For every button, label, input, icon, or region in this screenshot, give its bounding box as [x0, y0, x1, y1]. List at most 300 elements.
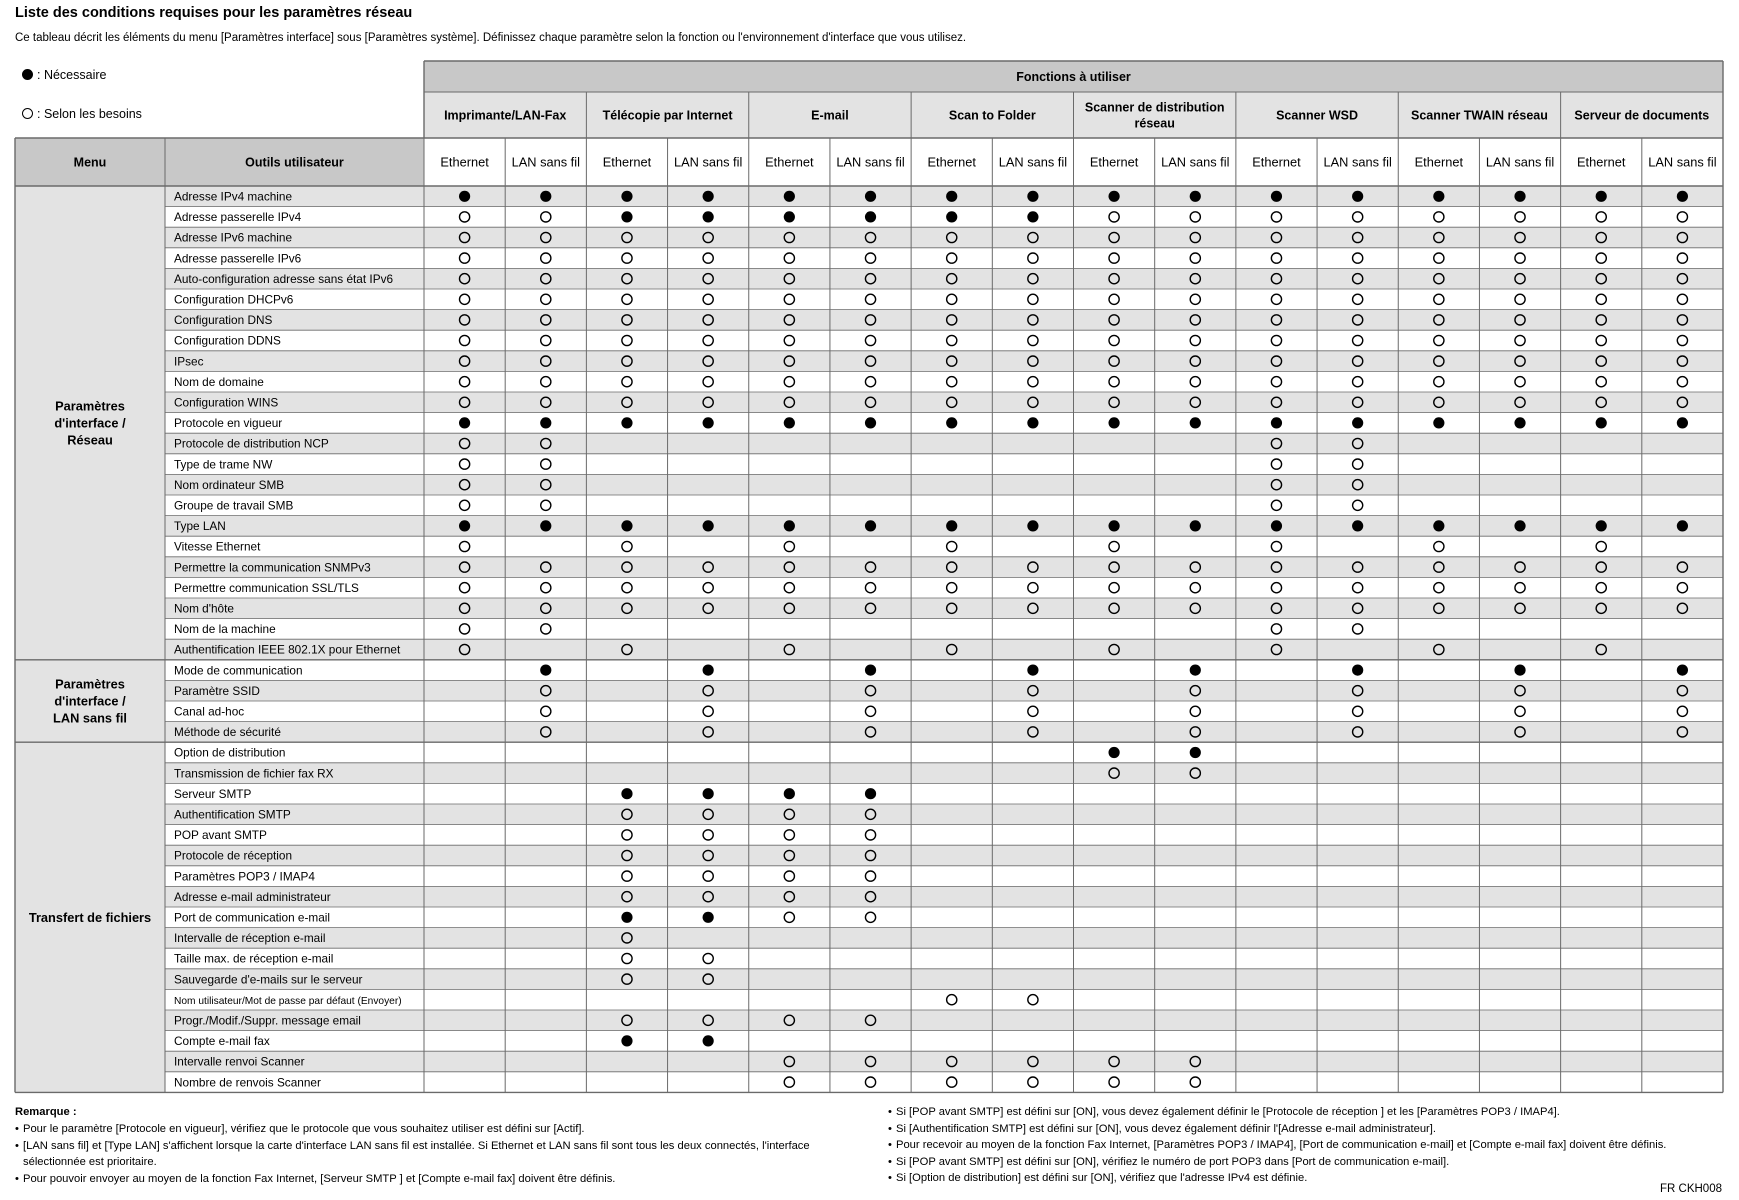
filled-circle-icon — [459, 417, 470, 428]
open-circle-icon — [1515, 377, 1525, 387]
open-circle-icon — [1677, 335, 1687, 345]
open-circle-icon — [459, 294, 469, 304]
filled-circle-icon — [784, 417, 795, 428]
open-circle-icon — [1596, 335, 1606, 345]
open-circle-icon — [1677, 377, 1687, 387]
open-circle-icon — [1271, 583, 1281, 593]
row-label: Nom d'hôte — [174, 601, 234, 616]
filled-circle-icon — [1433, 417, 1444, 428]
row-label: Nom de domaine — [174, 374, 264, 389]
open-circle-icon — [1190, 212, 1200, 222]
row-label: Adresse IPv6 machine — [174, 230, 293, 245]
open-circle-icon — [1434, 335, 1444, 345]
open-circle-icon — [1677, 212, 1687, 222]
open-circle-icon — [622, 294, 632, 304]
row-label: Compte e-mail fax — [174, 1034, 270, 1049]
row-label: Protocole de réception — [174, 848, 293, 863]
open-circle-icon — [947, 335, 957, 345]
open-circle-icon — [459, 500, 469, 510]
filled-circle-icon — [865, 417, 876, 428]
open-circle-icon — [1434, 541, 1444, 551]
interface-subheader: LAN sans fil — [998, 154, 1068, 170]
filled-circle-icon — [621, 417, 632, 428]
open-circle-icon — [1353, 335, 1363, 345]
open-circle-icon — [1190, 706, 1200, 716]
group-label: d'interface / — [54, 693, 126, 709]
open-circle-icon — [947, 294, 957, 304]
interface-subheader: LAN sans fil — [836, 154, 905, 170]
page-title: Liste des conditions requises pour les paramètres réseau — [15, 5, 413, 21]
open-circle-icon — [1028, 583, 1038, 593]
open-circle-icon — [1353, 253, 1363, 263]
function-header: réseau — [1134, 116, 1175, 131]
note-item: • Si [Option de distribution] est défini sur [ON], vérifiez que l'adresse IPv4 est définie. — [888, 1170, 1720, 1187]
filled-circle-icon — [1108, 520, 1119, 531]
filled-circle-icon — [1514, 665, 1525, 676]
row-label: Type de trame NW — [174, 457, 273, 472]
filled-circle-icon — [1027, 211, 1038, 222]
filled-circle-icon — [621, 520, 632, 531]
open-circle-icon — [1434, 294, 1444, 304]
note-item: • Si [Authentification SMTP] est défini sur [ON], vous devez également définir l'[Adresse e-mail administrateur]. — [888, 1121, 1720, 1138]
row-label: Intervalle renvoi Scanner — [174, 1054, 305, 1069]
interface-subheader: LAN sans fil — [1323, 154, 1392, 170]
group-label: Transfert de fichiers — [28, 909, 152, 925]
filled-circle-icon — [1027, 520, 1038, 531]
row-label: Adresse e-mail administrateur — [174, 889, 331, 904]
open-circle-icon — [1353, 459, 1363, 469]
open-circle-icon — [1434, 583, 1444, 593]
open-circle-icon — [784, 830, 794, 840]
function-header: Scanner TWAIN réseau — [1411, 108, 1548, 123]
open-circle-icon — [459, 212, 469, 222]
row-label: IPsec — [174, 354, 204, 369]
function-header: Scan to Folder — [948, 108, 1036, 123]
row-label: Permettre communication SSL/TLS — [174, 580, 359, 595]
filled-circle-icon — [1190, 747, 1201, 758]
open-circle-icon — [541, 377, 551, 387]
open-circle-icon — [947, 1077, 957, 1087]
interface-subheader: Ethernet — [440, 154, 489, 170]
open-circle-icon — [1190, 1077, 1200, 1087]
open-circle-icon — [1271, 294, 1281, 304]
open-circle-icon — [1677, 294, 1687, 304]
open-circle-icon — [459, 624, 469, 634]
filled-circle-icon — [784, 211, 795, 222]
open-circle-icon — [1515, 253, 1525, 263]
group-label: LAN sans fil — [53, 710, 127, 726]
filled-circle-icon — [1108, 417, 1119, 428]
row-label: Transmission de fichier fax RX — [174, 766, 334, 781]
row-label: Intervalle de réception e-mail — [174, 931, 326, 946]
filled-circle-icon — [621, 1035, 632, 1046]
open-circle-icon — [1271, 377, 1281, 387]
open-circle-icon — [1190, 253, 1200, 263]
open-circle-icon — [865, 706, 875, 716]
open-circle-icon — [1515, 212, 1525, 222]
row-label: Adresse IPv4 machine — [174, 189, 293, 204]
open-circle-icon — [784, 871, 794, 881]
row-label: Serveur SMTP — [174, 786, 252, 801]
notes-left-column — [15, 1106, 855, 1187]
filled-circle-icon — [1596, 191, 1607, 202]
tools-header: Outils utilisateur — [245, 155, 344, 170]
interface-subheader: LAN sans fil — [674, 154, 743, 170]
open-circle-icon — [1434, 377, 1444, 387]
open-circle-icon — [1109, 294, 1119, 304]
open-circle-icon — [784, 583, 794, 593]
open-circle-icon — [622, 377, 632, 387]
open-circle-icon — [865, 335, 875, 345]
group-label: Réseau — [67, 432, 113, 448]
open-circle-icon — [703, 953, 713, 963]
filled-circle-icon — [946, 417, 957, 428]
interface-subheader: LAN sans fil — [511, 154, 580, 170]
open-circle-icon — [865, 912, 875, 922]
open-circle-icon — [1353, 500, 1363, 510]
filled-circle-icon — [946, 211, 957, 222]
open-circle-icon — [541, 212, 551, 222]
filled-circle-icon — [865, 665, 876, 676]
open-circle-icon — [947, 253, 957, 263]
menu-header: Menu — [73, 155, 107, 170]
interface-subheader: Ethernet — [927, 154, 976, 170]
open-circle-icon — [947, 995, 957, 1005]
open-circle-icon — [1596, 212, 1606, 222]
note-item: • Pour pouvoir envoyer au moyen de la fonction Fax Internet, [Serveur SMTP ] et [Compte e-mail fax] doivent être définis. — [15, 1171, 855, 1188]
open-circle-icon — [784, 541, 794, 551]
row-label: Authentification IEEE 802.1X pour Ethernet — [174, 642, 401, 657]
open-circle-icon — [459, 253, 469, 263]
filled-circle-icon — [459, 191, 470, 202]
filled-circle-icon — [1190, 520, 1201, 531]
filled-circle-icon — [540, 191, 551, 202]
open-circle-icon — [703, 830, 713, 840]
open-circle-icon — [865, 253, 875, 263]
open-circle-icon — [703, 253, 713, 263]
open-circle-icon — [703, 583, 713, 593]
filled-circle-icon — [1677, 191, 1688, 202]
filled-circle-icon — [1190, 417, 1201, 428]
row-label: Configuration DNS — [174, 313, 273, 328]
open-circle-icon — [784, 377, 794, 387]
function-header: E-mail — [811, 108, 849, 123]
open-circle-icon — [865, 1077, 875, 1087]
filled-circle-icon — [865, 211, 876, 222]
open-circle-icon — [459, 459, 469, 469]
open-circle-icon — [1109, 583, 1119, 593]
open-circle-icon — [1028, 1077, 1038, 1087]
open-circle-icon — [1109, 1077, 1119, 1087]
open-circle-icon — [622, 871, 632, 881]
open-circle-icon — [1028, 253, 1038, 263]
open-circle-icon — [1271, 624, 1281, 634]
note-item: • Si [POP avant SMTP] est défini sur [ON], vous devez également définir le [Protocole de réception ] et les [Paramètres POP3 / IMAP4]. — [888, 1104, 1720, 1121]
interface-subheader: LAN sans fil — [1648, 154, 1717, 170]
open-circle-icon — [1596, 294, 1606, 304]
open-circle-icon — [1353, 377, 1363, 387]
filled-circle-icon — [703, 665, 714, 676]
open-circle-icon — [1109, 377, 1119, 387]
filled-circle-icon — [784, 191, 795, 202]
open-circle-icon — [1028, 995, 1038, 1005]
open-circle-icon — [541, 459, 551, 469]
open-circle-icon — [1515, 583, 1525, 593]
row-label: Vitesse Ethernet — [174, 539, 261, 554]
open-circle-icon — [947, 377, 957, 387]
filled-circle-icon — [703, 520, 714, 531]
filled-circle-icon — [1108, 191, 1119, 202]
open-circle-icon — [1109, 541, 1119, 551]
filled-circle-icon — [1596, 417, 1607, 428]
filled-circle-icon — [1027, 665, 1038, 676]
open-circle-icon — [703, 871, 713, 881]
open-circle-icon — [1353, 294, 1363, 304]
filled-circle-icon — [621, 191, 632, 202]
filled-circle-icon — [865, 520, 876, 531]
row-label: Protocole en vigueur — [174, 416, 283, 431]
open-circle-icon — [1353, 212, 1363, 222]
filled-circle-icon — [1677, 417, 1688, 428]
notes-right-column — [888, 1104, 1720, 1187]
note-item: • Si [POP avant SMTP] est défini sur [ON], vérifiez le numéro de port POP3 dans [Port de communication e-mail]. — [888, 1154, 1720, 1171]
open-circle-icon — [1271, 212, 1281, 222]
row-label: Sauvegarde d'e-mails sur le serveur — [174, 972, 363, 987]
interface-subheader: Ethernet — [1414, 154, 1464, 170]
open-circle-icon — [1434, 212, 1444, 222]
row-label: Nom de la machine — [174, 622, 276, 637]
functions-header: Fonctions à utiliser — [1016, 70, 1131, 84]
open-circle-icon — [1353, 583, 1363, 593]
filled-circle-icon — [540, 417, 551, 428]
row-label: Protocole de distribution NCP — [174, 436, 329, 451]
filled-circle-icon — [1027, 191, 1038, 202]
open-circle-icon — [1028, 706, 1038, 716]
open-circle-icon — [459, 583, 469, 593]
filled-circle-icon — [1108, 747, 1119, 758]
open-circle-icon — [1109, 212, 1119, 222]
open-circle-icon — [1596, 253, 1606, 263]
row-label: Groupe de travail SMB — [174, 498, 294, 513]
open-circle-icon — [1677, 253, 1687, 263]
note-item: • [LAN sans fil] et [Type LAN] s'affichent lorsque la carte d'interface LAN sans fil est installée. Si Ethernet et LAN sans fil sont tous les deux connectés, l'interface sélectionnée est prioritaire. — [15, 1138, 855, 1171]
function-header: Télécopie par Internet — [602, 108, 733, 123]
open-circle-icon — [1677, 706, 1687, 716]
open-circle-icon — [703, 294, 713, 304]
open-circle-icon — [1028, 294, 1038, 304]
filled-circle-icon — [703, 417, 714, 428]
open-circle-icon — [1190, 335, 1200, 345]
open-circle-icon — [1515, 294, 1525, 304]
group-label: Paramètres — [55, 398, 125, 414]
function-header: Scanner de distribution — [1084, 100, 1225, 115]
open-circle-icon — [1677, 583, 1687, 593]
filled-circle-icon — [1433, 191, 1444, 202]
filled-circle-icon — [1352, 191, 1363, 202]
open-circle-icon — [541, 624, 551, 634]
filled-circle-icon — [1352, 417, 1363, 428]
interface-subheader: Ethernet — [765, 154, 814, 170]
open-circle-icon — [541, 294, 551, 304]
group-label: d'interface / — [54, 415, 126, 431]
row-label: Configuration DDNS — [174, 333, 281, 348]
open-circle-icon — [1271, 500, 1281, 510]
open-circle-icon — [622, 335, 632, 345]
filled-circle-icon — [946, 520, 957, 531]
filled-circle-icon — [1190, 191, 1201, 202]
row-label: Paramètres POP3 / IMAP4 — [174, 869, 315, 884]
open-circle-icon — [1515, 335, 1525, 345]
open-circle-icon — [1190, 294, 1200, 304]
row-label: Authentification SMTP — [174, 807, 291, 822]
open-circle-icon — [947, 541, 957, 551]
filled-circle-icon — [1514, 417, 1525, 428]
filled-circle-icon — [621, 912, 632, 923]
open-circle-icon — [541, 706, 551, 716]
open-circle-icon — [541, 583, 551, 593]
open-circle-icon — [622, 253, 632, 263]
filled-circle-icon — [703, 912, 714, 923]
filled-circle-icon — [865, 788, 876, 799]
filled-circle-icon — [1190, 665, 1201, 676]
row-label: Progr./Modif./Suppr. message email — [174, 1013, 361, 1028]
filled-circle-icon — [703, 1035, 714, 1046]
open-circle-icon — [541, 335, 551, 345]
filled-circle-icon — [540, 520, 551, 531]
filled-circle-icon — [703, 788, 714, 799]
open-circle-icon — [865, 830, 875, 840]
filled-circle-icon — [621, 788, 632, 799]
row-label: Taille max. de réception e-mail — [174, 951, 334, 966]
open-circle-icon — [1190, 583, 1200, 593]
open-circle-icon — [1434, 253, 1444, 263]
filled-circle-icon — [865, 191, 876, 202]
interface-subheader: LAN sans fil — [1161, 154, 1230, 170]
open-circle-icon — [703, 706, 713, 716]
open-circle-icon — [1596, 541, 1606, 551]
open-circle-icon — [541, 253, 551, 263]
row-label: POP avant SMTP — [174, 828, 267, 843]
row-label: Nom utilisateur/Mot de passe par défaut (Envoyer) — [174, 995, 402, 1007]
open-circle-icon — [1028, 335, 1038, 345]
note-item: • Pour recevoir au moyen de la fonction Fax Internet, [Paramètres POP3 / IMAP4], [Port de communication e-mail] et [Compte e-mail fax] doivent être définis. — [888, 1137, 1720, 1154]
open-circle-icon — [1515, 706, 1525, 716]
filled-circle-icon — [703, 211, 714, 222]
filled-circle-icon — [1596, 520, 1607, 531]
legend-optional-label: : Selon les besoins — [37, 107, 142, 121]
open-circle-icon — [784, 253, 794, 263]
document-code: FR CKH008 — [1660, 1183, 1722, 1195]
filled-circle-icon — [1271, 520, 1282, 531]
open-circle-icon — [1271, 335, 1281, 345]
row-label: Permettre la communication SNMPv3 — [174, 560, 371, 575]
open-circle-icon — [1353, 624, 1363, 634]
intro-text: Ce tableau décrit les éléments du menu [Paramètres interface] sous [Paramètres système]. Définissez chaque paramètre selon la fonction ou l'environnement d'interface que vous utilisez. — [15, 32, 967, 44]
row-label: Nom ordinateur SMB — [174, 477, 285, 492]
open-circle-icon — [459, 377, 469, 387]
open-circle-icon — [703, 377, 713, 387]
open-circle-icon — [1596, 377, 1606, 387]
open-circle-icon — [784, 912, 794, 922]
open-circle-icon — [459, 541, 469, 551]
filled-circle-icon — [1352, 520, 1363, 531]
open-circle-icon — [784, 294, 794, 304]
notes-title: Remarque : — [15, 1106, 77, 1118]
open-circle-icon — [1596, 583, 1606, 593]
row-label: Canal ad-hoc — [174, 704, 245, 719]
filled-circle-icon — [703, 191, 714, 202]
filled-circle-icon — [1514, 191, 1525, 202]
open-circle-icon — [865, 583, 875, 593]
open-circle-icon — [1028, 377, 1038, 387]
row-label: Port de communication e-mail — [174, 910, 331, 925]
filled-circle-icon — [1677, 520, 1688, 531]
row-label: Adresse passerelle IPv4 — [174, 210, 302, 225]
filled-circle-icon — [784, 788, 795, 799]
open-circle-icon — [784, 335, 794, 345]
row-label: Option de distribution — [174, 745, 286, 760]
open-circle-icon — [622, 583, 632, 593]
row-label: Configuration DHCPv6 — [174, 292, 294, 307]
filled-circle-icon — [1027, 417, 1038, 428]
filled-circle-icon — [459, 520, 470, 531]
filled-circle-icon — [1271, 417, 1282, 428]
row-label: Méthode de sécurité — [174, 725, 281, 740]
function-header: Serveur de documents — [1574, 108, 1710, 123]
row-label: Paramètre SSID — [174, 683, 260, 698]
open-circle-icon — [865, 377, 875, 387]
filled-circle-icon — [784, 520, 795, 531]
legend-required-label: : Nécessaire — [37, 68, 107, 82]
group-label: Paramètres — [55, 676, 125, 692]
open-circle-icon — [622, 830, 632, 840]
open-circle-icon — [865, 871, 875, 881]
open-circle-icon — [703, 335, 713, 345]
row-label: Auto-configuration adresse sans état IPv6 — [174, 271, 394, 286]
filled-circle-icon — [946, 191, 957, 202]
open-circle-icon — [1190, 377, 1200, 387]
interface-subheader: Ethernet — [1252, 154, 1301, 170]
interface-subheader: Ethernet — [1577, 154, 1626, 170]
open-circle-icon — [1271, 541, 1281, 551]
interface-subheader: LAN sans fil — [1485, 154, 1555, 170]
row-label: Adresse passerelle IPv6 — [174, 251, 302, 266]
row-label: Configuration WINS — [174, 395, 279, 410]
note-item: • Pour le paramètre [Protocole en vigueur], vérifiez que le protocole que vous souhaitez utiliser est défini sur [Actif]. — [15, 1121, 855, 1138]
open-circle-icon — [784, 1077, 794, 1087]
open-circle-icon — [1271, 253, 1281, 263]
row-label: Nombre de renvois Scanner — [174, 1075, 321, 1090]
open-circle-icon — [1271, 459, 1281, 469]
row-label: Mode de communication — [174, 663, 303, 678]
open-circle-icon — [541, 500, 551, 510]
filled-circle-icon — [1433, 520, 1444, 531]
filled-circle-icon — [1514, 520, 1525, 531]
open-circle-icon — [622, 541, 632, 551]
row-label: Type LAN — [174, 519, 226, 534]
filled-circle-icon — [540, 665, 551, 676]
open-circle-icon — [947, 583, 957, 593]
function-header: Imprimante/LAN-Fax — [444, 108, 567, 123]
open-circle-icon — [1353, 706, 1363, 716]
open-circle-icon — [865, 294, 875, 304]
open-circle-icon — [1109, 253, 1119, 263]
interface-subheader: Ethernet — [602, 154, 652, 170]
filled-circle-icon — [1271, 191, 1282, 202]
filled-circle-icon — [1677, 665, 1688, 676]
open-circle-icon — [622, 953, 632, 963]
open-circle-icon — [1109, 335, 1119, 345]
